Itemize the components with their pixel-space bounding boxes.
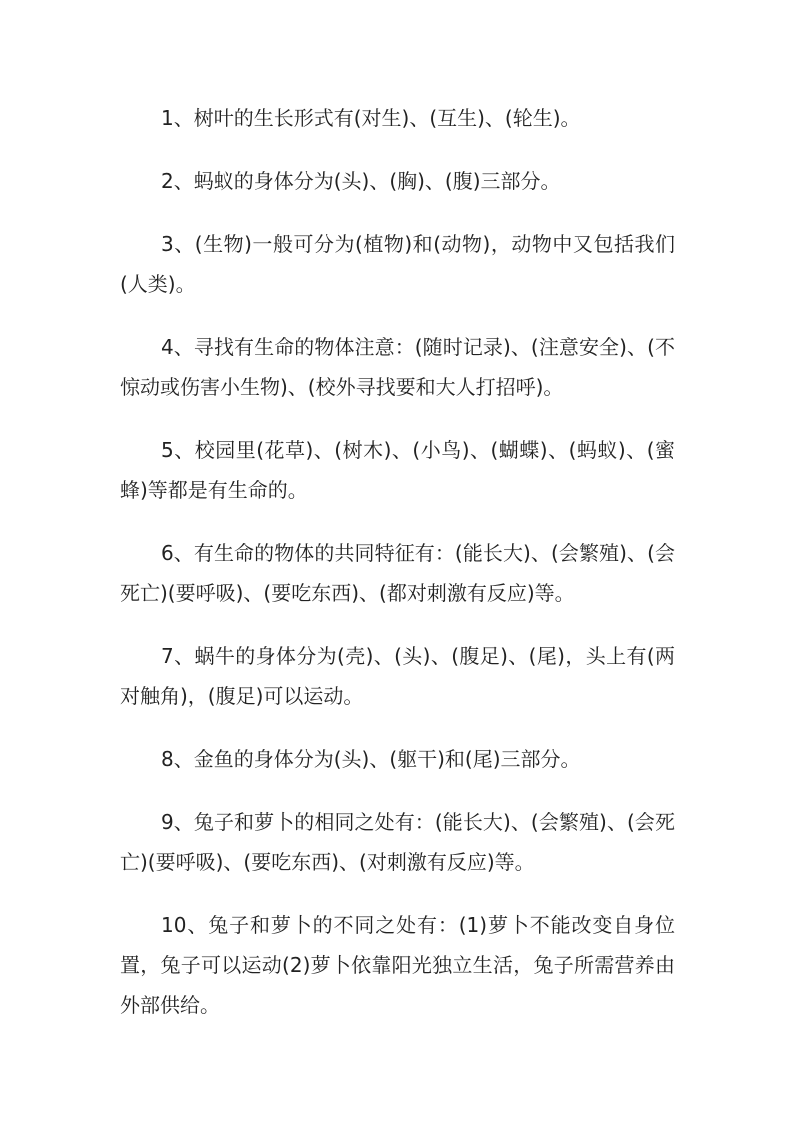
- document-body: [120, 98, 675, 1048]
- list-item-6: 6、有生命的物体的共同特征有：(能长大)、(会繁殖)、(会死亡)(要呼吸)、(要吃东西)、(都对刺激有反应)等。: [120, 541, 675, 605]
- list-item-7: 7、蜗牛的身体分为(壳)、(头)、(腹足)、(尾)，头上有(两对触角)，(腹足)可以运动。: [120, 644, 675, 708]
- list-item-5: 5、校园里(花草)、(树木)、(小鸟)、(蝴蝶)、(蚂蚁)、(蜜蜂)等都是有生命的。: [120, 438, 675, 502]
- list-item-4: 4、寻找有生命的物体注意：(随时记录)、(注意安全)、(不惊动或伤害小生物)、(校外寻找要和大人打招呼)。: [120, 335, 675, 399]
- list-item-8: 8、金鱼的身体分为(头)、(躯干)和(尾)三部分。: [161, 747, 581, 771]
- list-item-2: 2、蚂蚁的身体分为(头)、(胸)、(腹)三部分。: [161, 169, 561, 193]
- list-item-10: 10、兔子和萝卜的不同之处有：(1)萝卜不能改变自身位置，兔子可以运动(2)萝卜依靠阳光独立生活，兔子所需营养由外部供给。: [120, 913, 675, 1017]
- list-item-9: 9、兔子和萝卜的相同之处有：(能长大)、(会繁殖)、(会死亡)(要呼吸)、(要吃东西)、(对刺激有反应)等。: [120, 810, 675, 874]
- list-item-1: 1、树叶的生长形式有(对生)、(互生)、(轮生)。: [161, 106, 581, 130]
- list-item-3: 3、(生物)一般可分为(植物)和(动物)，动物中又包括我们(人类)。: [120, 232, 675, 296]
